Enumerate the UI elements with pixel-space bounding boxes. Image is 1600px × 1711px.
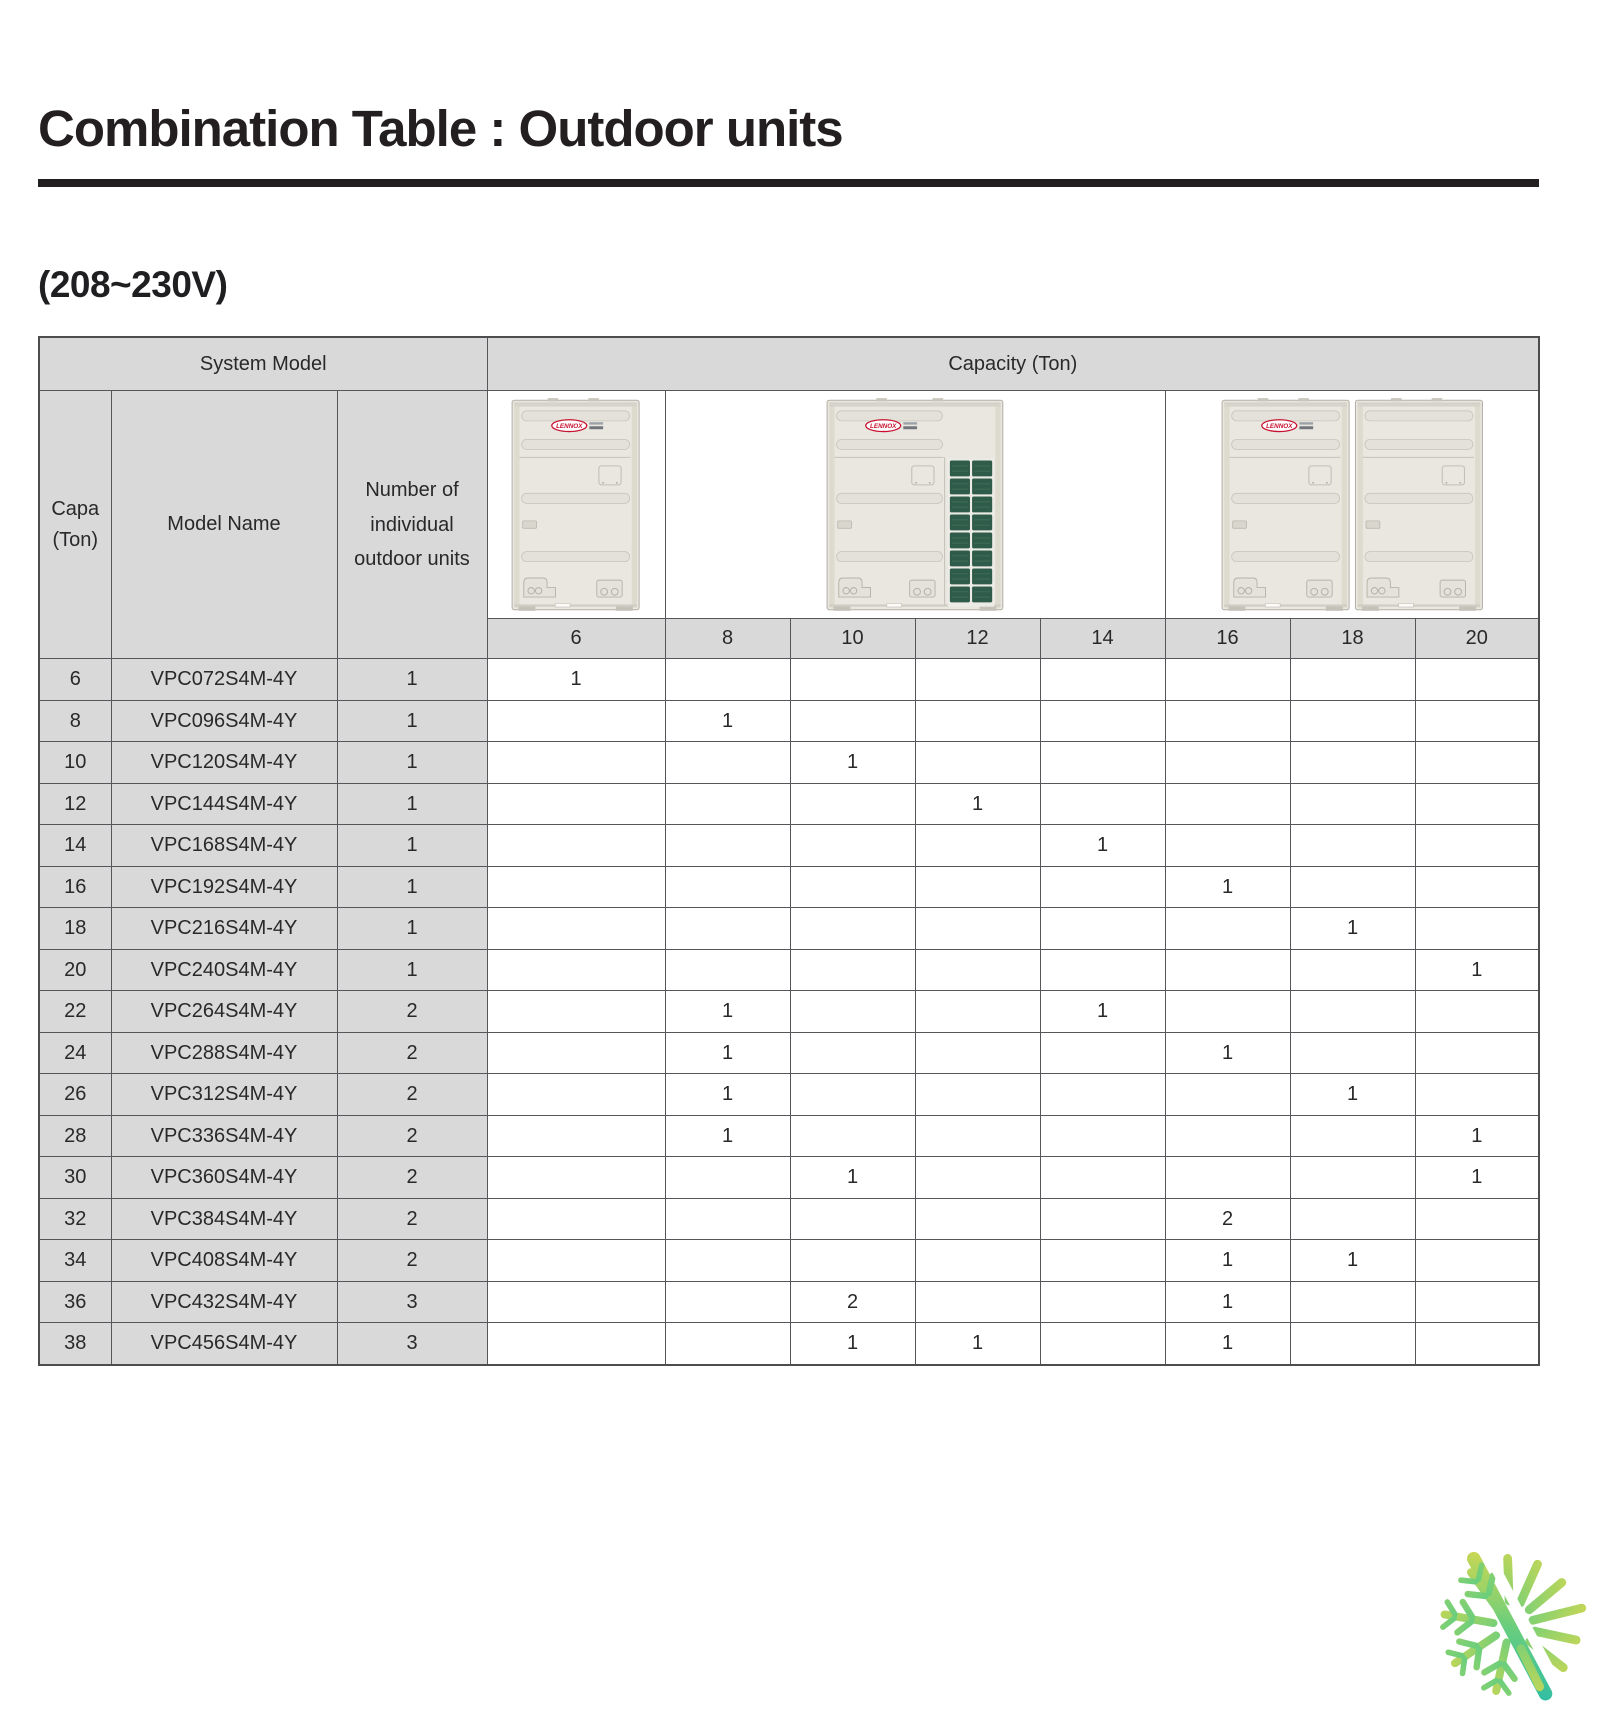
capacity-value-cell <box>1290 742 1415 784</box>
capacity-column-header: 6 <box>487 619 665 659</box>
unit-count-cell: 1 <box>337 825 487 867</box>
capacity-value-cell: 1 <box>1040 825 1165 867</box>
table-row <box>39 1157 1539 1199</box>
capacity-value-cell <box>1040 1323 1165 1365</box>
unit-count-cell: 2 <box>337 991 487 1033</box>
capacity-value-cell <box>1040 1240 1165 1282</box>
unit-count-cell: 2 <box>337 1032 487 1074</box>
capacity-value-cell: 1 <box>1165 1032 1290 1074</box>
capacity-value-cell <box>487 949 665 991</box>
capacity-value-cell <box>665 908 790 950</box>
unit-count-cell: 1 <box>337 742 487 784</box>
lennox-logo-text: LENNOX <box>1265 422 1292 430</box>
capacity-value-cell <box>487 825 665 867</box>
capacity-value-cell <box>915 1032 1040 1074</box>
unit-count-cell: 3 <box>337 1323 487 1365</box>
unit-count-cell: 2 <box>337 1198 487 1240</box>
capacity-value-cell <box>915 742 1040 784</box>
capacity-value-cell <box>1165 991 1290 1033</box>
capacity-value-cell: 1 <box>1040 991 1165 1033</box>
capacity-value-cell: 1 <box>915 783 1040 825</box>
unit-count-cell: 3 <box>337 1281 487 1323</box>
capacity-value-cell <box>1415 659 1539 701</box>
model-name-cell: VPC096S4M-4Y <box>111 700 337 742</box>
model-name-header: Model Name <box>111 391 337 659</box>
capacity-value-cell <box>1415 825 1539 867</box>
combination-table <box>38 336 1540 1366</box>
capacity-value-cell <box>487 866 665 908</box>
capacity-value-cell <box>790 1074 915 1116</box>
capacity-value-cell <box>1040 783 1165 825</box>
table-row <box>39 825 1539 867</box>
capacity-cell: 14 <box>39 825 111 867</box>
capacity-value-cell <box>790 1240 915 1282</box>
capacity-value-cell <box>665 866 790 908</box>
capacity-value-cell <box>1165 659 1290 701</box>
capacity-value-cell <box>915 908 1040 950</box>
capacity-value-cell <box>1415 742 1539 784</box>
unit-image-cell-dual <box>1165 391 1539 619</box>
capacity-value-cell <box>1040 1281 1165 1323</box>
capacity-value-cell <box>1290 1032 1415 1074</box>
capacity-value-cell <box>1165 949 1290 991</box>
capacity-value-cell <box>1040 742 1165 784</box>
capacity-value-cell: 1 <box>665 1074 790 1116</box>
capacity-value-cell <box>1415 866 1539 908</box>
capacity-value-cell <box>487 700 665 742</box>
capacity-value-cell <box>1040 1157 1165 1199</box>
unit-count-cell: 1 <box>337 866 487 908</box>
capacity-value-cell <box>1040 1074 1165 1116</box>
capacity-value-cell <box>915 700 1040 742</box>
capacity-column-header: 16 <box>1165 619 1290 659</box>
table-row <box>39 949 1539 991</box>
capacity-cell: 18 <box>39 908 111 950</box>
combination-table-body <box>39 659 1539 1365</box>
capacity-column-header: 14 <box>1040 619 1165 659</box>
unit-count-cell: 2 <box>337 1240 487 1282</box>
capacity-value-cell <box>665 742 790 784</box>
capacity-value-cell <box>665 1323 790 1365</box>
capacity-value-cell <box>790 700 915 742</box>
capacity-value-cell: 1 <box>487 659 665 701</box>
page-title: Combination Table : Outdoor units <box>38 100 843 157</box>
unit-count-cell: 2 <box>337 1074 487 1116</box>
capacity-value-cell <box>487 991 665 1033</box>
capacity-value-cell: 1 <box>1165 1240 1290 1282</box>
model-name-cell: VPC312S4M-4Y <box>111 1074 337 1116</box>
snowflake-icon <box>1430 1546 1590 1706</box>
capacity-column-header: 10 <box>790 619 915 659</box>
capacity-cell: 20 <box>39 949 111 991</box>
model-name-cell: VPC192S4M-4Y <box>111 866 337 908</box>
unit-image-cell-large <box>665 391 1165 619</box>
capacity-value-cell <box>1290 1323 1415 1365</box>
model-name-cell: VPC432S4M-4Y <box>111 1281 337 1323</box>
capacity-value-cell <box>915 1240 1040 1282</box>
unit-image-row <box>39 391 1539 619</box>
capacity-value-cell <box>1415 700 1539 742</box>
voltage-label: (208~230V) <box>38 263 228 305</box>
capacity-value-cell: 1 <box>665 1032 790 1074</box>
capacity-value-cell <box>487 1115 665 1157</box>
capacity-cell: 32 <box>39 1198 111 1240</box>
capacity-value-cell <box>790 825 915 867</box>
capacity-cell: 16 <box>39 866 111 908</box>
capacity-value-cell <box>487 742 665 784</box>
table-header-row <box>39 337 1539 391</box>
capacity-value-cell <box>1165 1115 1290 1157</box>
capacity-value-cell <box>1290 1281 1415 1323</box>
capacity-column-header: 12 <box>915 619 1040 659</box>
capacity-header: Capacity (Ton) <box>487 337 1539 391</box>
capacity-value-cell <box>665 1198 790 1240</box>
capacity-value-cell <box>1415 1323 1539 1365</box>
capacity-value-cell <box>1165 783 1290 825</box>
capacity-value-cell <box>915 1281 1040 1323</box>
capacity-value-cell <box>665 825 790 867</box>
capacity-value-cell: 1 <box>1415 1115 1539 1157</box>
capacity-value-cell <box>487 783 665 825</box>
capacity-value-cell <box>915 1157 1040 1199</box>
table-row <box>39 991 1539 1033</box>
capacity-value-cell <box>1040 659 1165 701</box>
capacity-value-cell <box>487 1157 665 1199</box>
capacity-value-cell: 1 <box>665 991 790 1033</box>
capacity-value-cell <box>1040 1032 1165 1074</box>
capacity-value-cell <box>1165 908 1290 950</box>
system-model-header: System Model <box>39 337 487 391</box>
capacity-value-cell <box>790 1032 915 1074</box>
capacity-value-cell <box>1165 742 1290 784</box>
capacity-value-cell <box>1290 1115 1415 1157</box>
capacity-value-cell <box>487 1198 665 1240</box>
capacity-value-cell <box>487 1323 665 1365</box>
model-name-cell: VPC360S4M-4Y <box>111 1157 337 1199</box>
capacity-value-cell <box>1415 1198 1539 1240</box>
capacity-value-cell: 1 <box>665 700 790 742</box>
table-row <box>39 1074 1539 1116</box>
capacity-value-cell <box>1415 1074 1539 1116</box>
title-underline <box>38 179 1539 187</box>
capacity-value-cell <box>487 908 665 950</box>
capacity-value-cell: 1 <box>1290 908 1415 950</box>
model-name-cell: VPC264S4M-4Y <box>111 991 337 1033</box>
capacity-value-cell: 1 <box>1290 1074 1415 1116</box>
model-name-cell: VPC384S4M-4Y <box>111 1198 337 1240</box>
capacity-value-cell <box>665 1281 790 1323</box>
capacity-value-cell <box>1415 1281 1539 1323</box>
capacity-cell: 10 <box>39 742 111 784</box>
capacity-value-cell <box>1290 991 1415 1033</box>
capacity-cell: 36 <box>39 1281 111 1323</box>
capacity-cell: 22 <box>39 991 111 1033</box>
document-page <box>0 100 1600 1700</box>
table-row <box>39 1032 1539 1074</box>
unit-count-cell: 1 <box>337 908 487 950</box>
capacity-value-cell <box>1040 949 1165 991</box>
outdoor-unit-large-image <box>825 423 1005 515</box>
capacity-value-cell <box>665 659 790 701</box>
table-row <box>39 866 1539 908</box>
capacity-value-cell <box>665 949 790 991</box>
capacity-cell: 26 <box>39 1074 111 1116</box>
table-row <box>39 1281 1539 1323</box>
capacity-value-cell <box>915 991 1040 1033</box>
lennox-logo-text: LENNOX <box>870 423 897 431</box>
capacity-cell: 24 <box>39 1032 111 1074</box>
capacity-cell: 28 <box>39 1115 111 1157</box>
capacity-value-cell <box>487 1032 665 1074</box>
capacity-value-cell <box>487 1240 665 1282</box>
capacity-value-cell <box>790 1198 915 1240</box>
table-row <box>39 1323 1539 1365</box>
capacity-value-cell <box>1290 659 1415 701</box>
lennox-logo-text: LENNOX <box>556 423 583 431</box>
capacity-value-cell <box>1290 783 1415 825</box>
capacity-value-cell <box>1290 1198 1415 1240</box>
capacity-value-cell: 1 <box>1415 949 1539 991</box>
capacity-value-cell <box>790 991 915 1033</box>
model-name-cell: VPC216S4M-4Y <box>111 908 337 950</box>
capacity-value-cell <box>1040 700 1165 742</box>
content-area <box>38 100 1539 1366</box>
capacity-value-cell <box>915 825 1040 867</box>
table-row <box>39 659 1539 701</box>
capacity-value-cell <box>1165 1157 1290 1199</box>
capacity-value-cell: 2 <box>1165 1198 1290 1240</box>
capacity-value-cell <box>915 1115 1040 1157</box>
capacity-value-cell <box>790 659 915 701</box>
table-row <box>39 1240 1539 1282</box>
capacity-cell: 6 <box>39 659 111 701</box>
unit-count-cell: 1 <box>337 783 487 825</box>
capacity-value-cell <box>487 1281 665 1323</box>
outdoor-unit-dual-image <box>1220 422 1485 515</box>
capacity-value-cell: 1 <box>1165 1281 1290 1323</box>
table-row <box>39 1115 1539 1157</box>
capacity-value-cell <box>915 949 1040 991</box>
capacity-value-cell <box>1415 1032 1539 1074</box>
model-name-cell: VPC072S4M-4Y <box>111 659 337 701</box>
capacity-value-cell <box>1415 783 1539 825</box>
table-row <box>39 1198 1539 1240</box>
capacity-value-cell <box>487 1074 665 1116</box>
capacity-cell: 34 <box>39 1240 111 1282</box>
capacity-value-cell <box>915 866 1040 908</box>
capacity-value-cell <box>1290 825 1415 867</box>
num-units-header: Number of individual outdoor units <box>337 391 487 659</box>
capacity-value-cell: 1 <box>1415 1157 1539 1199</box>
model-name-cell: VPC408S4M-4Y <box>111 1240 337 1282</box>
unit-count-cell: 1 <box>337 659 487 701</box>
capacity-value-cell <box>665 783 790 825</box>
capacity-value-cell <box>1290 700 1415 742</box>
unit-count-cell: 2 <box>337 1157 487 1199</box>
outdoor-unit-single-image <box>510 423 641 515</box>
capacity-value-cell: 1 <box>1165 1323 1290 1365</box>
capacity-value-cell <box>1290 1157 1415 1199</box>
capacity-value-cell <box>1415 1240 1539 1282</box>
capacity-value-cell: 1 <box>915 1323 1040 1365</box>
model-name-cell: VPC120S4M-4Y <box>111 742 337 784</box>
capacity-value-cell <box>1415 908 1539 950</box>
capacity-value-cell <box>790 783 915 825</box>
capacity-value-cell <box>915 1198 1040 1240</box>
capacity-value-cell <box>790 949 915 991</box>
capacity-cell: 12 <box>39 783 111 825</box>
capacity-value-cell <box>915 659 1040 701</box>
capacity-column-header: 20 <box>1415 619 1539 659</box>
capacity-value-cell <box>1040 1198 1165 1240</box>
capacity-value-cell <box>1165 700 1290 742</box>
capacity-column-header: 18 <box>1290 619 1415 659</box>
capacity-value-cell <box>790 866 915 908</box>
capacity-value-cell <box>790 1115 915 1157</box>
capacity-value-cell <box>1290 949 1415 991</box>
capacity-value-cell <box>1040 1115 1165 1157</box>
model-name-cell: VPC240S4M-4Y <box>111 949 337 991</box>
capacity-value-cell: 1 <box>1290 1240 1415 1282</box>
model-name-cell: VPC456S4M-4Y <box>111 1323 337 1365</box>
unit-image-cell-single <box>487 391 665 619</box>
table-row <box>39 700 1539 742</box>
capacity-value-cell: 1 <box>790 1323 915 1365</box>
capacity-value-cell <box>915 1074 1040 1116</box>
capacity-cell: 38 <box>39 1323 111 1365</box>
snowflake-logo <box>1430 1546 1590 1706</box>
capacity-value-cell: 1 <box>790 742 915 784</box>
capacity-value-cell <box>1165 1074 1290 1116</box>
capacity-column-header: 8 <box>665 619 790 659</box>
model-name-cell: VPC144S4M-4Y <box>111 783 337 825</box>
capacity-value-cell <box>1165 825 1290 867</box>
capacity-value-cell: 1 <box>790 1157 915 1199</box>
unit-count-cell: 1 <box>337 700 487 742</box>
unit-count-cell: 2 <box>337 1115 487 1157</box>
capacity-cell: 30 <box>39 1157 111 1199</box>
capacity-value-cell: 1 <box>665 1115 790 1157</box>
model-name-cell: VPC168S4M-4Y <box>111 825 337 867</box>
capacity-value-cell <box>1415 991 1539 1033</box>
capacity-value-cell: 2 <box>790 1281 915 1323</box>
table-row <box>39 908 1539 950</box>
capacity-value-cell: 1 <box>1165 866 1290 908</box>
model-name-cell: VPC288S4M-4Y <box>111 1032 337 1074</box>
capacity-value-cell <box>665 1157 790 1199</box>
model-name-cell: VPC336S4M-4Y <box>111 1115 337 1157</box>
capa-ton-header: Capa (Ton) <box>39 391 111 659</box>
capacity-cell: 8 <box>39 700 111 742</box>
capacity-value-cell <box>1040 908 1165 950</box>
unit-count-cell: 1 <box>337 949 487 991</box>
table-row <box>39 783 1539 825</box>
capacity-value-cell <box>1290 866 1415 908</box>
capacity-value-cell <box>1040 866 1165 908</box>
capacity-value-cell <box>790 908 915 950</box>
table-row <box>39 742 1539 784</box>
capacity-value-cell <box>665 1240 790 1282</box>
